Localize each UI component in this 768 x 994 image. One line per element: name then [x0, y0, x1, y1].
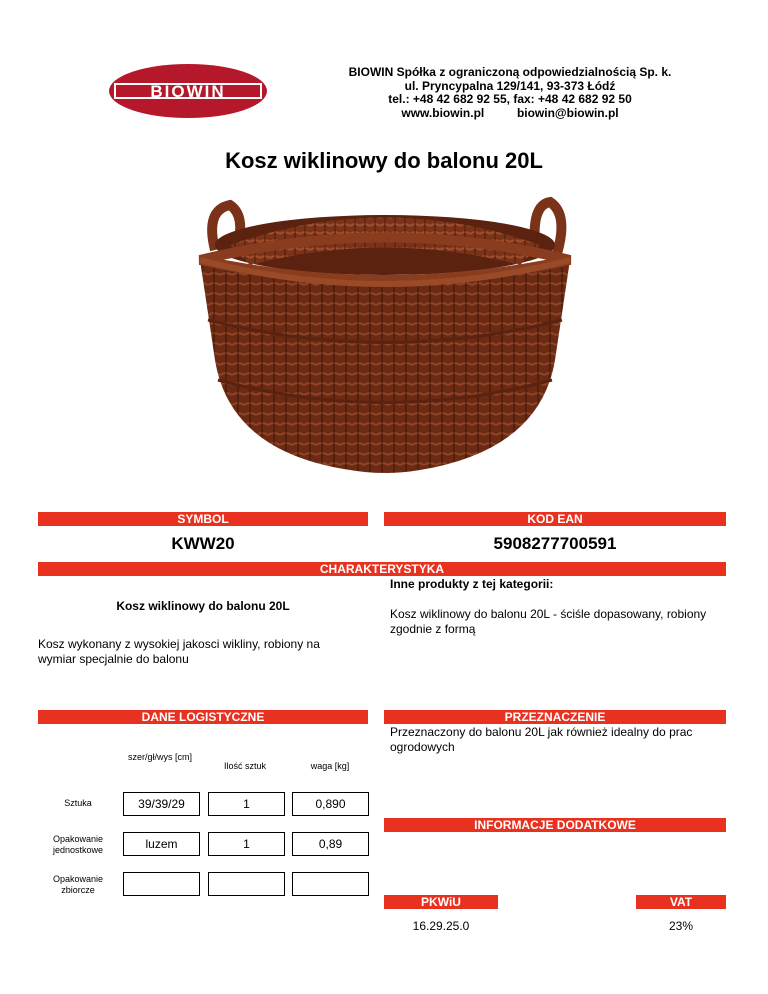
company-contact — [300, 107, 720, 121]
product-name: Kosz wiklinowy do balonu 20L — [116, 599, 290, 613]
company-phone: tel.: +48 42 682 92 55, fax: +48 42 682 92 50 — [388, 92, 632, 106]
row-weight: 0,890 — [292, 792, 369, 816]
product-ean: 5908277700591 — [493, 534, 617, 553]
row-label: Opakowanie jednostkowe — [52, 834, 104, 855]
product-image — [160, 190, 610, 490]
ean-header: KOD EAN — [384, 512, 726, 526]
logo-text: BIOWIN — [150, 82, 226, 101]
row-qty: 1 — [208, 832, 285, 856]
company-website[interactable]: www.biowin.pl — [401, 105, 485, 120]
row-label: Opakowanie zbiorcze — [52, 874, 104, 895]
company-address: ul. Pryncypalna 129/141, 93-373 Łódź — [404, 78, 616, 93]
col-dimensions: szer/gł/wys [cm] — [127, 752, 192, 762]
row-weight — [292, 872, 369, 896]
symbol-header: SYMBOL — [38, 512, 368, 526]
vat-value: 23% — [668, 919, 694, 933]
row-weight: 0,89 — [292, 832, 369, 856]
pkwiu-header: PKWiU — [384, 895, 498, 909]
row-dims — [123, 872, 200, 896]
company-info — [300, 66, 720, 120]
other-product-link[interactable]: Kosz wiklinowy do balonu 20L - ściśle dopasowany, robiony zgodnie z formą — [390, 607, 707, 636]
product-description: Kosz wykonany z wysokiej jakosci wikliny, robiony na wymiar specjalnie do balonu — [38, 637, 320, 666]
biowin-logo — [108, 63, 268, 119]
col-weight: waga [kg] — [310, 761, 350, 771]
logistics-header: DANE LOGISTYCZNE — [38, 710, 368, 724]
row-label: Sztuka — [64, 798, 92, 808]
pkwiu-value: 16.29.25.0 — [412, 919, 470, 933]
characteristics-header: CHARAKTERYSTYKA — [38, 562, 726, 576]
purpose-text: Przeznaczony do balonu 20L jak również idealny do prac ogrodowych — [390, 725, 693, 754]
purpose-header: PRZEZNACZENIE — [384, 710, 726, 724]
company-email[interactable]: biowin@biowin.pl — [516, 105, 619, 120]
product-symbol: KWW20 — [171, 534, 235, 553]
col-quantity: Ilość sztuk — [223, 761, 266, 771]
page-title: Kosz wiklinowy do balonu 20L — [225, 148, 543, 173]
vat-header: VAT — [636, 895, 726, 909]
row-dims: luzem — [123, 832, 200, 856]
row-qty — [208, 872, 285, 896]
company-name: BIOWIN Spółka z ograniczoną odpowiedzialnością Sp. k. — [348, 65, 672, 79]
row-dims: 39/39/29 — [123, 792, 200, 816]
row-qty: 1 — [208, 792, 285, 816]
additional-info-header: INFORMACJE DODATKOWE — [384, 818, 726, 832]
other-products-heading: Inne produkty z tej kategorii: — [390, 577, 554, 591]
